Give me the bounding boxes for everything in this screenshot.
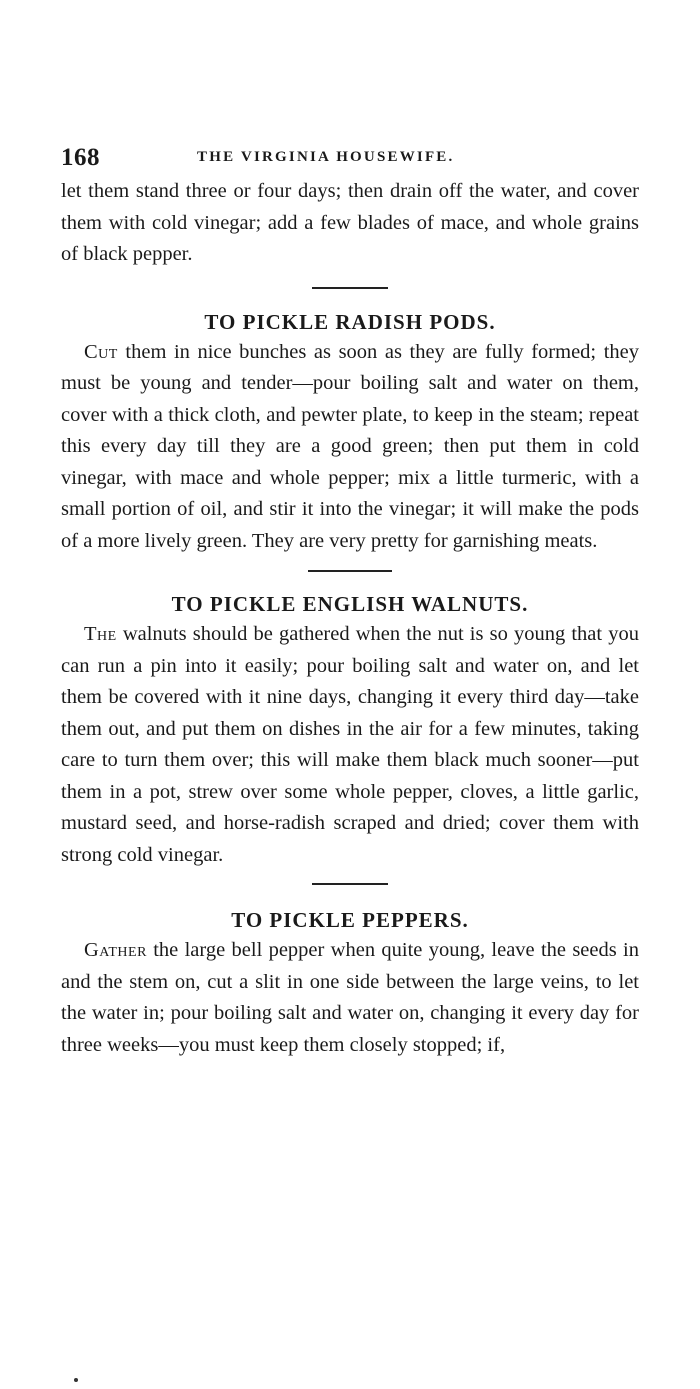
book-page	[61, 144, 639, 1061]
recipe-text: them in nice bunches as soon as they are fully formed; they must be young and tender—pour boiling salt and water on them, cover with a thick cloth, and pewter plate, to keep in the steam; repeat this every day till they are a good green; then put them in cold vinegar, with mace and whole pepper; mix a little turmeric, with a small portion of oil, and stir it into the vinegar; it will make the pods of a more lively green. They are very pretty for garnishing meats.	[61, 340, 639, 552]
section-divider	[312, 287, 388, 289]
running-head	[61, 144, 639, 176]
recipe-english-walnuts	[61, 589, 639, 871]
recipe-body	[61, 935, 639, 1061]
page-number: 168	[61, 144, 100, 171]
recipe-heading: TO PICKLE RADISH PODS.	[204, 309, 496, 334]
recipe-radish-pods	[61, 307, 639, 558]
continuation-paragraph: let them stand three or four days; then drain off the water, and cover them with cold vinegar; add a few blades of mace, and whole grains of black pepper.	[61, 180, 639, 265]
lead-word: Gather	[84, 939, 147, 961]
lead-word: The	[84, 623, 117, 645]
ink-speck	[74, 1378, 78, 1382]
lead-word: Cut	[84, 340, 118, 363]
recipe-text: walnuts should be gathered when the nut is so young that you can run a pin into it easily; pour boiling salt and water on, and let them be covered with it nine days, changing it every third day—take them out, and put them on dishes in the air for a few minutes, taking care to turn them over; this will make them black much sooner—put them in a pot, strew over some whole pepper, cloves, a little garlic, mustard seed, and horse-radish scraped and dried; cover them with strong cold vinegar.	[61, 623, 639, 866]
recipe-peppers	[61, 905, 639, 1061]
section-divider	[312, 883, 388, 885]
recipe-body	[61, 619, 639, 871]
recipe-text: the large bell pepper when quite young, leave the seeds in and the stem on, cut a slit in one side between the large veins, to let the water in; pour boiling salt and water on, changing it every day for three weeks—you must keep them closely stopped; if,	[61, 939, 639, 1056]
recipe-body	[61, 337, 639, 558]
section-divider	[308, 570, 392, 572]
recipe-heading: TO PICKLE ENGLISH WALNUTS.	[171, 592, 529, 616]
running-title: THE VIRGINIA HOUSEWIFE.	[197, 149, 455, 165]
recipe-heading: TO PICKLE PEPPERS.	[231, 908, 469, 932]
